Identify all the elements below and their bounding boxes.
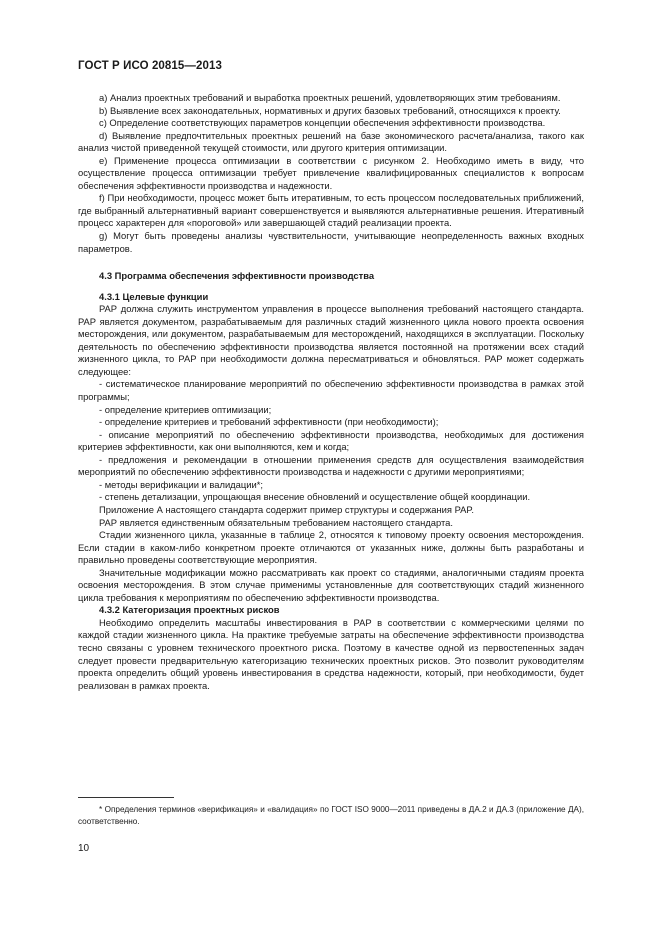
document-header: ГОСТ Р ИСО 20815—2013 <box>78 60 223 72</box>
section-heading: 4.3 Программа обеспечения эффективности производства <box>99 270 375 282</box>
list-item-a: а) Анализ проектных требований и выработка проектных решений, удовлетворяющих этим требованиям. <box>99 92 561 103</box>
list-item-g: g) Могут быть проведены анализы чувствительности, учитывающие неопределенность важных входных параметров. <box>78 230 584 254</box>
bullet-item: - определение критериев оптимизации; <box>99 403 272 415</box>
footnote-divider <box>78 797 174 798</box>
paragraph-intro: PAP должна служить инструментом управления в процессе выполнения требований настоящего стандарта. PAP является документом, разрабатываемым для различных стадий жизненного цикла нового проекта освоения месторождения, или документом, разрабатываемым для месторождений, находящихся в эксплуатации. Поскольку деятельность по обеспечению эффективности производства является постоянной на протяжении всех стадий жизненного цикла, то PAP при необходимости должна пересматриваться и обновляться. PAP может содержать следующее: <box>78 303 584 377</box>
bullet-item: - систематическое планирование мероприятий по обеспечению эффективности производства в рамках этой программы; <box>78 378 584 403</box>
bullet-item: - предложения и рекомендации в отношении применения средств для осуществления взаимодействия мероприятий по обеспечению эффективности производства и надежности с другими мероприятиями; <box>78 453 584 478</box>
bullet-item: - определение критериев и требований эффективности (при необходимости); <box>99 416 439 428</box>
paragraph-stages: Стадии жизненного цикла, указанные в таблице 2, относятся к типовому проекту освоения месторождения. Если стадии в каком-либо конкретном проекте отличаются от указанных ниже, должны быть разработаны и правильно проведены соответствующие мероприятия. <box>78 529 584 566</box>
page-number: 10 <box>78 843 90 854</box>
list-item-d: d) Выявление предпочтительных проектных решений на базе экономического расчета/анализа, такого как анализ чистой приведенной текущей стоимости, или другого критерия оптимизации. <box>78 129 584 154</box>
list-item-e: e) Применение процесса оптимизации в соответствии с рисунком 2. Необходимо иметь в виду, что осуществление процесса оптимизации требует привлечение квалифицированных специалистов к вопросам обеспечения эффективности производства и надежности. <box>78 154 584 191</box>
paragraph-annex: Приложение А настоящего стандарта содержит пример структуры и содержания PAP. <box>99 503 475 515</box>
document-body <box>78 92 584 692</box>
paragraph-modifications: Значительные модификации можно рассматривать как проект со стадиями, аналогичными стадиям проекта освоения месторождения. В этом случае применимы установленные для соответствующих стадий жизненного цикла требования к мероприятиям по обеспечению эффективности производства. <box>78 566 584 603</box>
bullet-item: - степень детализации, упрощающая внесение обновлений и осуществление общей координации. <box>99 491 531 503</box>
list-item-c: c) Определение соответствующих параметров концепции обеспечения эффективности производства. <box>99 117 546 129</box>
subsection-heading-431: 4.3.1 Целевые функции <box>99 290 209 302</box>
paragraph-mandatory: PAP является единственным обязательным требованием настоящего стандарта. <box>99 516 453 528</box>
footnote: * Определения терминов «верификация» и «валидация» по ГОСТ ISO 9000—2011 приведены в ДА.2 и ДА.3 (приложение ДА), соответственно. <box>78 805 584 826</box>
list-item-f: f) При необходимости, процесс может быть итеративным, то есть процессом последовательных приближений, где выбранный альтернативный вариант совершенствуется и выявляются альтернативные решения. Итеративный процесс характерен для «пороговой» или завершающей стадий реализации проекта. <box>78 192 584 229</box>
subsection-heading-432: 4.3.2 Категоризация проектных рисков <box>99 604 280 616</box>
bullet-item: - описание мероприятий по обеспечению эффективности производства, необходимых для достижения критериев эффективности, как они выполняются, кем и когда; <box>78 428 584 453</box>
paragraph-risk: Необходимо определить масштабы инвестирования в PAP в соответствии с коммерческими целями по каждой стадии жизненного цикла. На практике требуемые затраты на обеспечение эффективности производства тесно связаны с уровнем технического проектного риска. Поэтому в качестве одной из первостепенных задач следует провести предварительную категоризацию технических проектных рисков. Это позволит руководителям проекта определить общий уровень инвестирования в средства надежности, который, при необходимости, будет реализован в рамках проекта. <box>78 616 584 691</box>
list-item-b: b) Выявление всех законодательных, нормативных и других базовых требований, относящихся к проекту. <box>99 104 561 116</box>
bullet-item: - методы верификации и валидации*; <box>99 478 263 490</box>
